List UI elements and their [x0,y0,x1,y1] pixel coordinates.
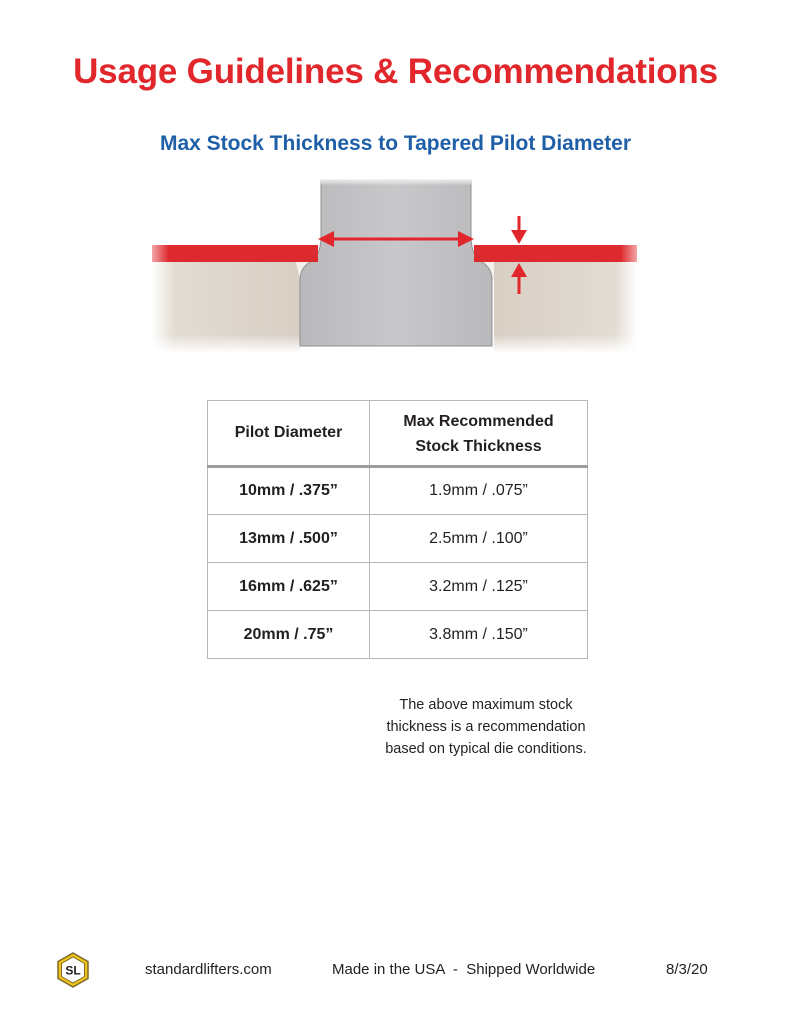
die-block-left [152,261,312,353]
stock-thickness-cell: 3.8mm / .150” [370,611,588,659]
website-link[interactable]: standardlifters.com [145,961,272,978]
note-line-1: The above maximum stock [399,697,573,713]
page-title: Usage Guidelines & Recommendations [73,52,718,91]
note-line-3: based on typical die conditions. [385,741,587,757]
logo-text: SL [65,963,81,978]
table-row [208,611,588,659]
pilot-diameter-cell: 20mm / .75” [208,611,370,659]
footer-date: 8/3/20 [666,961,708,978]
pilot-diameter-cell: 10mm / .375” [208,467,370,515]
header-line-2: Stock Thickness [415,437,542,455]
pilot-diameter-cell: 16mm / .625” [208,563,370,611]
stock-thickness-cell: 2.5mm / .100” [370,515,588,563]
pilot-stock-diagram [0,176,791,356]
stock-right [474,245,637,262]
tapered-pilot [298,178,494,356]
recommendation-note [356,694,616,760]
page-subtitle: Max Stock Thickness to Tapered Pilot Diameter [159,132,632,155]
table-row [208,467,588,515]
footer-tagline: Made in the USA - Shipped Worldwide [332,961,596,978]
stock-thickness-table [207,400,588,659]
table-header-row [208,401,588,467]
standard-lifters-logo-icon [55,952,91,988]
stock-left [152,245,318,262]
table-row [208,515,588,563]
header-max-stock-thickness [370,401,588,467]
header-pilot-diameter: Pilot Diameter [208,401,370,467]
header-line-1: Max Recommended [403,412,554,430]
table-row [208,563,588,611]
stock-thickness-cell: 3.2mm / .125” [370,563,588,611]
stock-thickness-cell: 1.9mm / .075” [370,467,588,515]
pilot-diameter-cell: 13mm / .500” [208,515,370,563]
note-line-2: thickness is a recommendation [386,719,586,735]
page-footer [0,952,791,988]
die-block-right [478,261,637,353]
